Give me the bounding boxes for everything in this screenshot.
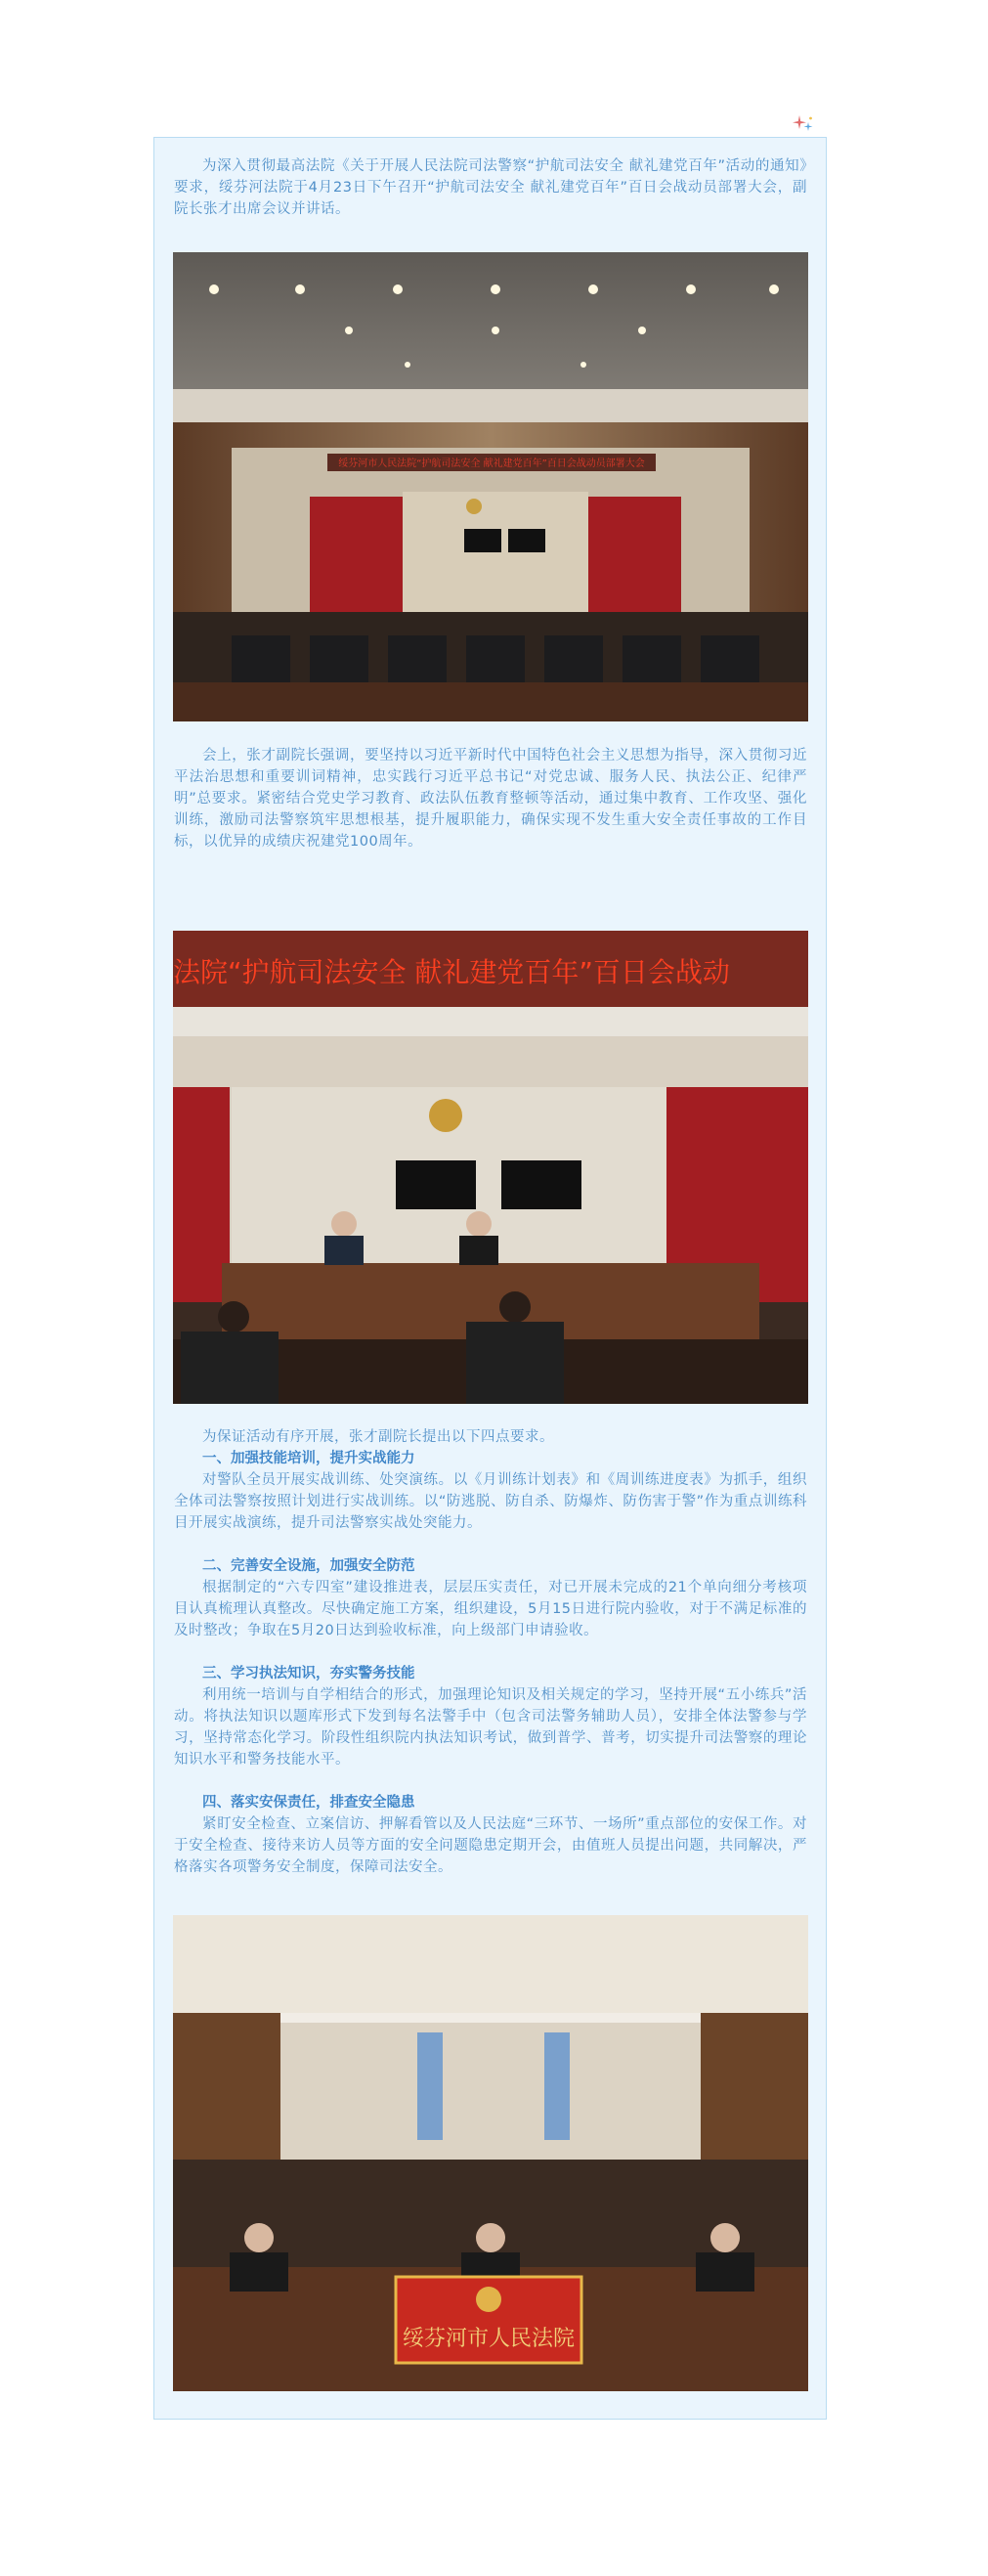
requirement-3-body: 利用统一培训与自学相结合的形式，加强理论知识及相关规定的学习，坚持开展“五小练兵”活动。将执法知识以题库形式下发到每名法警手中（包含司法警务辅助人员），安排全体法警参与学习，坚持常态化学习。阶段性组织院内执法知识考试，做到普学、普考，切实提升司法警察的理论知识水平和警务技能水平。 (174, 1687, 807, 1768)
requirement-3-title: 三、学习执法知识，夯实警务技能 (202, 1666, 415, 1681)
rostrum-photo (173, 931, 808, 1404)
requirement-1-body: 对警队全员开展实战训练、处突演练。以《月训练计划表》和《周训练进度表》为抓手，组织全体司法警察按照计划进行实战训练。以“防逃脱、防自杀、防爆炸、防伤害于警”作为重点训练科目开展实战演练，提升司法警察实战处突能力。 (174, 1472, 807, 1531)
speech-paragraph: 会上，张才副院长强调，要坚持以习近平新时代中国特色社会主义思想为指导，深入贯彻习近平法治思想和重要训词精神，忠实践行习近平总书记“对党忠诚、服务人民、执法公正、纪律严明”总要求。紧密结合党史学习教育、政法队伍教育整顿等活动，通过集中教育、工作攻坚、强化训练，激励司法警察筑牢思想根基，提升履职能力，确保实现不发生重大安全责任事故的工作目标，以优异的成绩庆祝建党100周年。 (174, 748, 807, 850)
photo3-nameplate: 绥芬河市人民法院 (402, 2327, 576, 2351)
requirement-2-body: 根据制定的“六专四室”建设推进表，层层压实责任，对已开展未完成的21个单向细分考核项目认真梳理认真整改。尽快确定施工方案，组织建设，5月15日进行院内验收，对于不满足标准的及时整改；争取在5月20日达到验收标准，向上级部门申请验收。 (174, 1580, 807, 1638)
intro-paragraph: 为深入贯彻最高法院《关于开展人民法院司法警察“护航司法安全 献礼建党百年”活动的通知》要求，绥芬河法院于4月23日下午召开“护航司法安全 献礼建党百年”百日会战动员部署大会，副院长张才出席会议并讲话。 (174, 158, 807, 217)
conference-room-photo (173, 1915, 808, 2391)
photo2-banner: 法院“护航司法安全 献礼建党百年”百日会战动 (173, 956, 730, 988)
requirement-4-body: 紧盯安全检查、立案信访、押解看管以及人民法庭“三环节、一场所”重点部位的安保工作。对于安全检查、接待来访人员等方面的安全问题隐患定期开会，由值班人员提出问题，共同解决，严格落实各项警务安全制度，保障司法安全。 (174, 1816, 807, 1875)
requirement-4-title: 四、落实安保责任，排查安全隐患 (202, 1795, 415, 1811)
requirements-intro: 为保证活动有序开展，张才副院长提出以下四点要求。 (202, 1429, 554, 1445)
requirement-1-title: 一、加强技能培训，提升实战能力 (202, 1451, 415, 1466)
meeting-hall-photo (173, 252, 808, 721)
photo1-banner: 绥芬河市人民法院“护航司法安全 献礼建党百年”百日会战动员部署大会 (338, 458, 645, 469)
requirement-2-title: 二、完善安全设施，加强安全防范 (202, 1558, 415, 1574)
sparkle-icon (792, 113, 815, 137)
article-card (153, 137, 827, 2420)
